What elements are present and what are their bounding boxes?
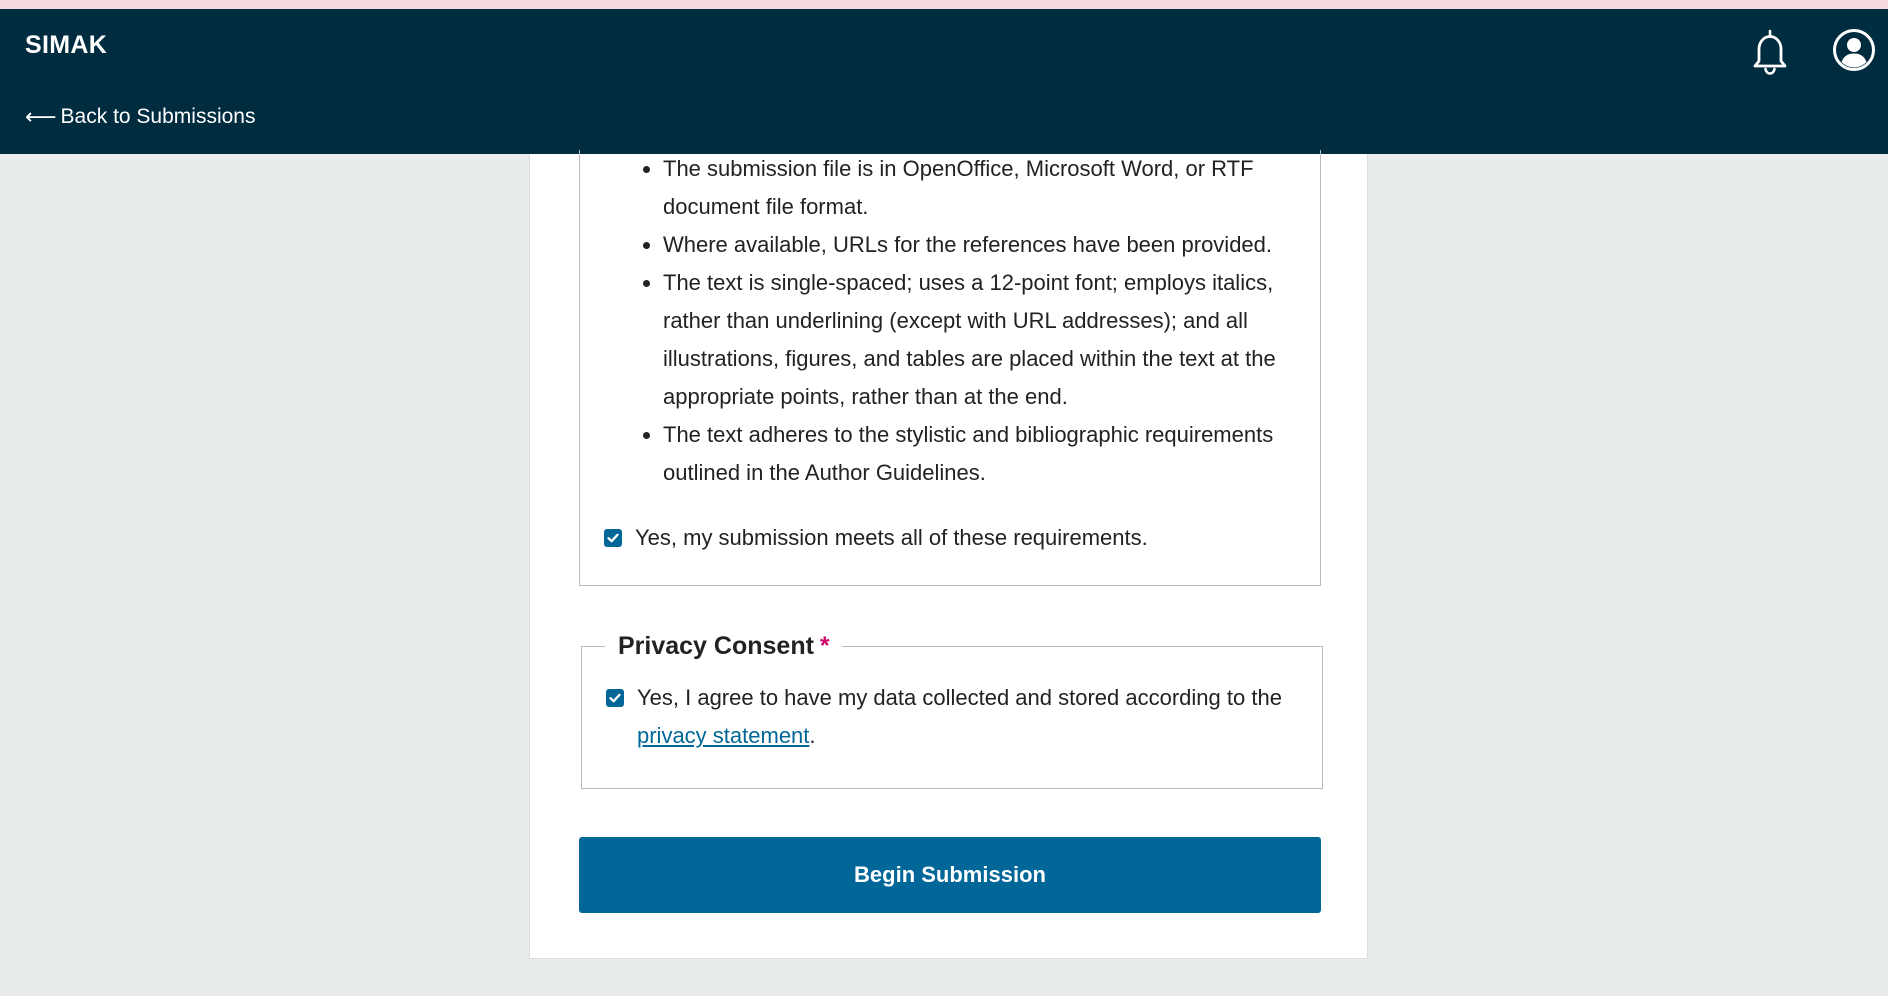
requirement-item: • The text is single-spaced; uses a 12-point font; employs italics, rather than underlining (except with URL addresses); and all illustrations, figures, and tables are placed within the text at the appropriate points, rather than at the end. [663, 264, 1308, 416]
requirements-confirm-row[interactable] [604, 519, 1148, 557]
privacy-statement-link[interactable]: privacy statement [637, 723, 810, 748]
privacy-consent-title: Privacy Consent [618, 632, 814, 660]
privacy-consent-text: Yes, I agree to have my data collected and stored according to the [637, 685, 1282, 710]
requirements-list [618, 150, 1308, 492]
submission-panel [529, 154, 1368, 959]
back-to-submissions-link[interactable] [25, 105, 255, 129]
user-circle-icon[interactable] [1832, 28, 1876, 72]
submission-requirements-box [579, 150, 1321, 586]
bell-icon[interactable] [1750, 29, 1790, 75]
arrow-left-icon: ⟵ [25, 104, 57, 129]
privacy-consent-fieldset [581, 632, 1323, 789]
requirement-item: • Where available, URLs for the references have been provided. [663, 226, 1308, 264]
privacy-consent-checkbox[interactable] [606, 689, 624, 707]
browser-top-strip [0, 0, 1888, 9]
app-header [0, 9, 1888, 154]
checkmark-icon [606, 531, 620, 545]
requirement-item: • The submission file is in OpenOffice, Microsoft Word, or RTF document file format. [663, 150, 1308, 226]
begin-submission-button[interactable]: Begin Submission [579, 837, 1321, 913]
required-marker: * [819, 632, 830, 660]
privacy-trailing-period: . [809, 723, 816, 748]
checkmark-icon [608, 691, 622, 705]
privacy-consent-legend [605, 624, 842, 668]
requirements-confirm-label: Yes, my submission meets all of these requirements. [635, 525, 1148, 550]
requirement-item: • The text adheres to the stylistic and bibliographic requirements outlined in the Author Guidelines. [663, 416, 1308, 492]
back-link-label: Back to Submissions [60, 105, 256, 128]
site-brand[interactable]: SIMAK [25, 31, 108, 59]
requirements-confirm-checkbox[interactable] [604, 529, 622, 547]
privacy-consent-label [637, 679, 1306, 755]
privacy-consent-row[interactable] [606, 679, 1306, 755]
